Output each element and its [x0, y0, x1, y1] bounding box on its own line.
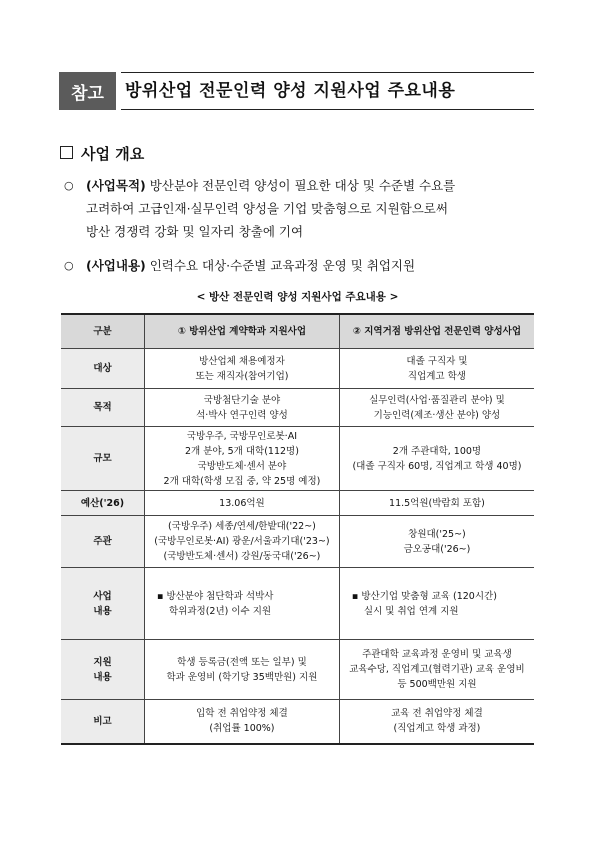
bullet-label: (사업내용)	[86, 258, 146, 273]
header-cell-program-2: ② 지역거점 방위산업 전문인력 양성사업	[339, 314, 534, 349]
cell-program-1: 13.06억원	[145, 491, 340, 516]
cell-program-1: (국방우주) 세종/연세/한밭대('22~) (국방무인로봇·AI) 광운/서울과기대('23~) (국방반도체·센서) 강원/동국대('26~)	[145, 516, 340, 568]
section-heading	[60, 143, 144, 164]
circle-bullet-icon: ○	[64, 179, 74, 192]
table-row	[61, 491, 534, 516]
bullet-line: 방산 경쟁력 강화 및 일자리 창출에 기여	[86, 224, 304, 239]
checkbox-square-icon	[60, 146, 73, 159]
bullet-text: 인력수요 대상·수준별 교육과정 운영 및 취업지원	[149, 258, 416, 273]
row-label: 예산('26)	[61, 491, 145, 516]
cell-program-1: 국방우주, 국방무인로봇·AI 2개 분야, 5개 대학(112명) 국방반도체·센서 분야 2개 대학(학생 모집 중, 약 25명 예정)	[145, 427, 340, 491]
row-label: 사업 내용	[61, 568, 145, 640]
bullet-purpose	[64, 174, 455, 243]
document-title: 방위산업 전문인력 양성 지원사업 주요내용	[125, 81, 456, 101]
header-cell-program-1: ① 방위산업 계약학과 지원사업	[145, 314, 340, 349]
circle-bullet-icon: ○	[64, 259, 74, 272]
bullet-label: (사업목적)	[86, 178, 146, 193]
cell-program-2: ▪ 방산기업 맞춤형 교육 (120시간) 실시 및 취업 연계 지원	[339, 568, 534, 640]
header-cell-category: 구분	[61, 314, 145, 349]
cell-program-1: 방산업체 채용예정자 또는 재직자(참여기업)	[145, 349, 340, 389]
bullet-line	[64, 174, 455, 197]
section-title: 사업 개요	[81, 145, 145, 163]
bullet-line: 고려하여 고급인재·실무인력 양성을 기업 맞춤형으로 지원함으로써	[86, 201, 448, 216]
cell-program-2: 주관대학 교육과정 운영비 및 교육생 교육수당, 직업계고(협력기관) 교육 운영비 등 500백만원 지원	[339, 640, 534, 700]
table-row	[61, 568, 534, 640]
program-comparison-table	[61, 313, 534, 745]
table-row	[61, 349, 534, 389]
row-label: 지원 내용	[61, 640, 145, 700]
document-header	[59, 72, 534, 110]
cell-program-1: 국방첨단기술 분야 석·박사 연구인력 양성	[145, 389, 340, 427]
table-row	[61, 427, 534, 491]
row-label: 대상	[61, 349, 145, 389]
cell-program-2: 대졸 구직자 및 직업계고 학생	[339, 349, 534, 389]
cell-program-1: ▪ 방산분야 첨단학과 석박사 학위과정(2년) 이수 지원	[145, 568, 340, 640]
row-label: 주관	[61, 516, 145, 568]
table-caption: < 방산 전문인력 양성 지원사업 주요내용 >	[196, 291, 399, 303]
cell-program-2: 실무인력(사업·품질관리 분야) 및 기능인력(제조·생산 분야) 양성	[339, 389, 534, 427]
table-row	[61, 700, 534, 744]
row-label: 비고	[61, 700, 145, 744]
reference-badge: 참고	[59, 72, 116, 110]
table-row	[61, 389, 534, 427]
table-header-row	[61, 314, 534, 349]
bullet-content	[64, 254, 415, 277]
row-label: 규모	[61, 427, 145, 491]
row-label: 목적	[61, 389, 145, 427]
table-row	[61, 640, 534, 700]
cell-program-2: 교육 전 취업약정 체결 (직업계고 학생 과정)	[339, 700, 534, 744]
cell-program-2: 11.5억원(박람회 포함)	[339, 491, 534, 516]
cell-program-2: 창원대('25~) 금오공대('26~)	[339, 516, 534, 568]
header-rule-bottom	[121, 109, 534, 110]
table-row	[61, 516, 534, 568]
cell-program-2: 2개 주관대학, 100명 (대졸 구직자 60명, 직업계고 학생 40명)	[339, 427, 534, 491]
bullet-line	[64, 254, 415, 277]
cell-program-1: 학생 등록금(전액 또는 일부) 및 학과 운영비 (학기당 35백만원) 지원	[145, 640, 340, 700]
bullet-text: 방산분야 전문인력 양성이 필요한 대상 및 수준별 수요를	[149, 178, 456, 193]
cell-program-1: 입학 전 취업약정 체결 (취업률 100%)	[145, 700, 340, 744]
